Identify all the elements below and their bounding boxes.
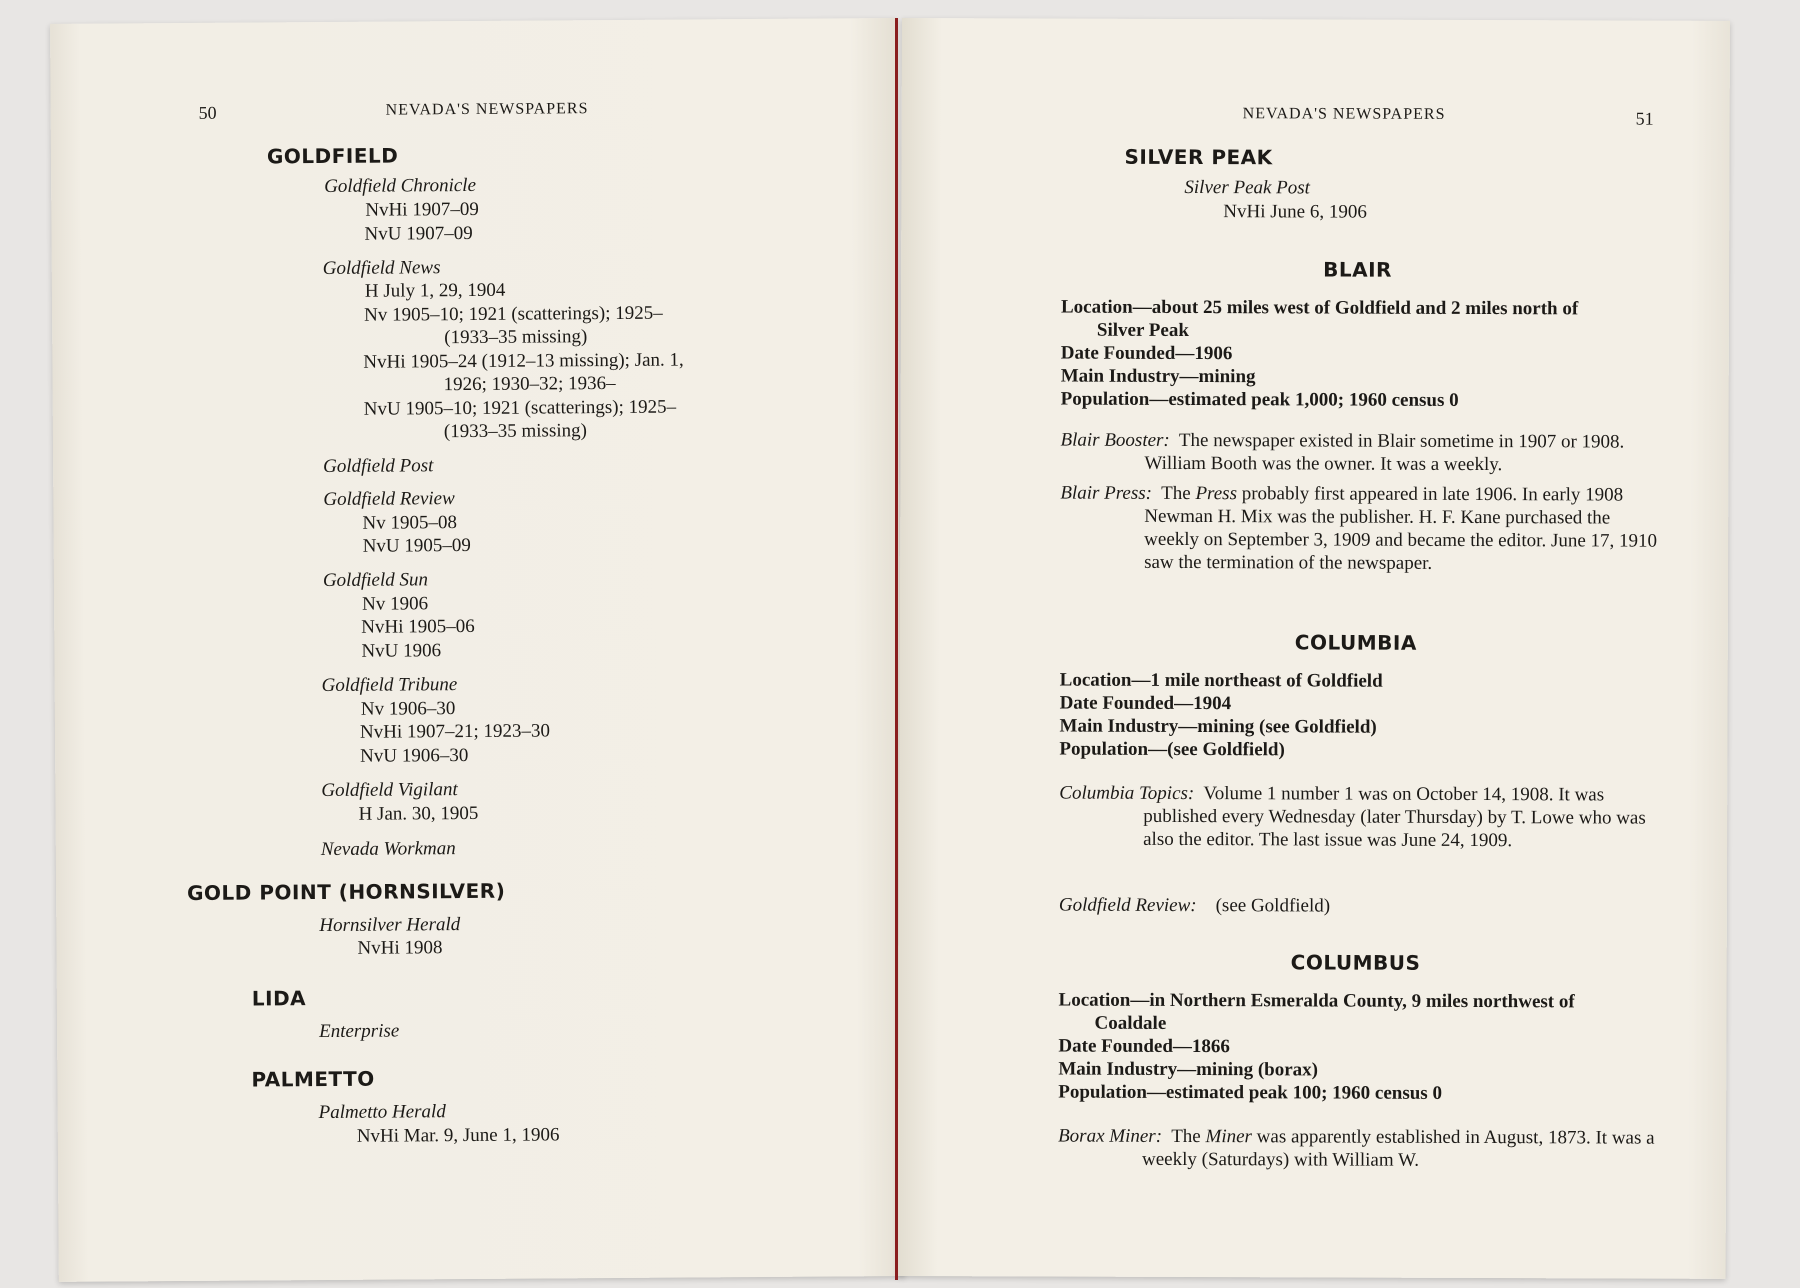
section-heading-gold-point: GOLD POINT (HORNSILVER) (187, 878, 506, 905)
holding-line: NvHi June 6, 1906 (1223, 201, 1367, 223)
holding-line: NvU 1907–09 (364, 222, 473, 245)
holding-line: Nv 1906–30 (360, 698, 456, 720)
date-founded-line: Date Founded—1906 (1060, 342, 1233, 365)
holding-line: NvHi 1907–21; 1923–30 (359, 720, 551, 743)
section-heading-silver-peak: SILVER PEAK (1124, 144, 1273, 170)
newspaper-title: Goldfield News (322, 257, 441, 280)
running-head: NEVADA'S NEWSPAPERS (1242, 105, 1446, 123)
holding-line: NvU 1905–09 (362, 534, 471, 557)
population-line: Population—estimated peak 100; 1960 census 0 (1058, 1081, 1443, 1104)
newspaper-title: Enterprise (318, 1020, 400, 1043)
right-page (898, 18, 1730, 1279)
date-founded-line: Date Founded—1904 (1059, 692, 1232, 715)
newspaper-title: Hornsilver Herald (319, 914, 461, 937)
newspaper-title: Goldfield Vigilant (321, 779, 458, 802)
section-heading-lida: LIDA (251, 986, 307, 1011)
holding-line: NvHi 1905–06 (361, 615, 475, 638)
industry-line: Main Industry—mining (see Goldfield) (1059, 715, 1377, 738)
section-heading-columbia: COLUMBIA (1294, 630, 1417, 655)
location-line: Silver Peak (1096, 319, 1189, 342)
section-heading-goldfield: GOLDFIELD (266, 143, 399, 169)
holding-line: (1933–35 missing) (443, 420, 587, 443)
holding-line: NvHi Mar. 9, June 1, 1906 (356, 1124, 560, 1147)
location-line: Location—1 mile northeast of Goldfield (1059, 669, 1383, 692)
newspaper-title: Goldfield Review (323, 488, 455, 511)
running-head: NEVADA'S NEWSPAPERS (385, 100, 589, 119)
location-line: Location—about 25 miles west of Goldfield and 2 miles north of (1060, 296, 1579, 320)
newspaper-title: Goldfield Tribune (321, 674, 458, 697)
page-number: 51 (1635, 108, 1654, 129)
newspaper-entry-blair-press: Blair Press: The Press probably first appeared in late 1906. In early 1908 Newman H. Mix was the publisher. H. F. Kane purchased the weekly on September 3, 1909 and became the editor. June 17, 1910 saw the termination of the newspaper. (1060, 482, 1658, 574)
section-heading-columbus: COLUMBUS (1290, 950, 1421, 975)
newspaper-title: Goldfield Chronicle (324, 174, 477, 197)
newspaper-title: Goldfield Post (323, 455, 434, 478)
population-line: Population—estimated peak 1,000; 1960 census 0 (1060, 388, 1459, 411)
newspaper-entry-columbia-topics: Columbia Topics: Volume 1 number 1 was on October 14, 1908. It was published every Wednesday (later Thursday) by T. Lowe who was also the editor. The last issue was June 24, 1909. (1059, 782, 1646, 852)
newspaper-entry-borax-miner: Borax Miner: The Miner was apparently established in August, 1873. It was a weekly (Saturdays) with William W. (1058, 1125, 1655, 1171)
industry-line: Main Industry—mining (1060, 365, 1256, 388)
industry-line: Main Industry—mining (borax) (1058, 1058, 1319, 1081)
holding-line: NvHi 1908 (357, 937, 443, 959)
population-line: Population—(see Goldfield) (1059, 738, 1285, 761)
holding-line: H Jan. 30, 1905 (358, 802, 479, 825)
book-spine (895, 18, 898, 1280)
holding-line: NvHi 1907–09 (365, 198, 479, 221)
newspaper-title: Nevada Workman (320, 838, 456, 861)
date-founded-line: Date Founded—1866 (1058, 1035, 1230, 1058)
holding-line: NvU 1905–10; 1921 (scatterings); 1925– (363, 396, 677, 420)
newspaper-entry-blair-booster: Blair Booster: The newspaper existed in Blair sometime in 1907 or 1908. William Booth was the owner. It was a weekly. (1060, 429, 1625, 476)
holding-line: NvU 1906–30 (360, 745, 469, 767)
holding-line: 1926; 1930–32; 1936– (443, 372, 616, 396)
holding-line: Nv 1906 (362, 593, 429, 615)
newspaper-title: Goldfield Sun (322, 569, 429, 592)
location-line: Coaldale (1094, 1012, 1167, 1034)
newspaper-title: Palmetto Herald (318, 1101, 446, 1124)
open-book (50, 18, 1730, 1278)
newspaper-entry-goldfield-review: Goldfield Review: (see Goldfield) (1058, 894, 1331, 917)
section-heading-palmetto: PALMETTO (251, 1066, 375, 1092)
location-line: Location—in Northern Esmeralda County, 9 miles northwest of (1058, 989, 1575, 1013)
holding-line: Nv 1905–10; 1921 (scatterings); 1925– (363, 302, 663, 326)
left-page (50, 18, 905, 1282)
page-number: 50 (198, 102, 217, 123)
section-heading-blair: BLAIR (1323, 257, 1392, 282)
holding-line: NvU 1906 (361, 640, 442, 662)
holding-line: NvHi 1905–24 (1912–13 missing); Jan. 1, (363, 349, 684, 373)
holding-line: H July 1, 29, 1904 (364, 279, 506, 302)
holding-line: (1933–35 missing) (444, 326, 588, 349)
newspaper-title: Silver Peak Post (1184, 176, 1311, 199)
holding-line: Nv 1905–08 (362, 512, 458, 534)
